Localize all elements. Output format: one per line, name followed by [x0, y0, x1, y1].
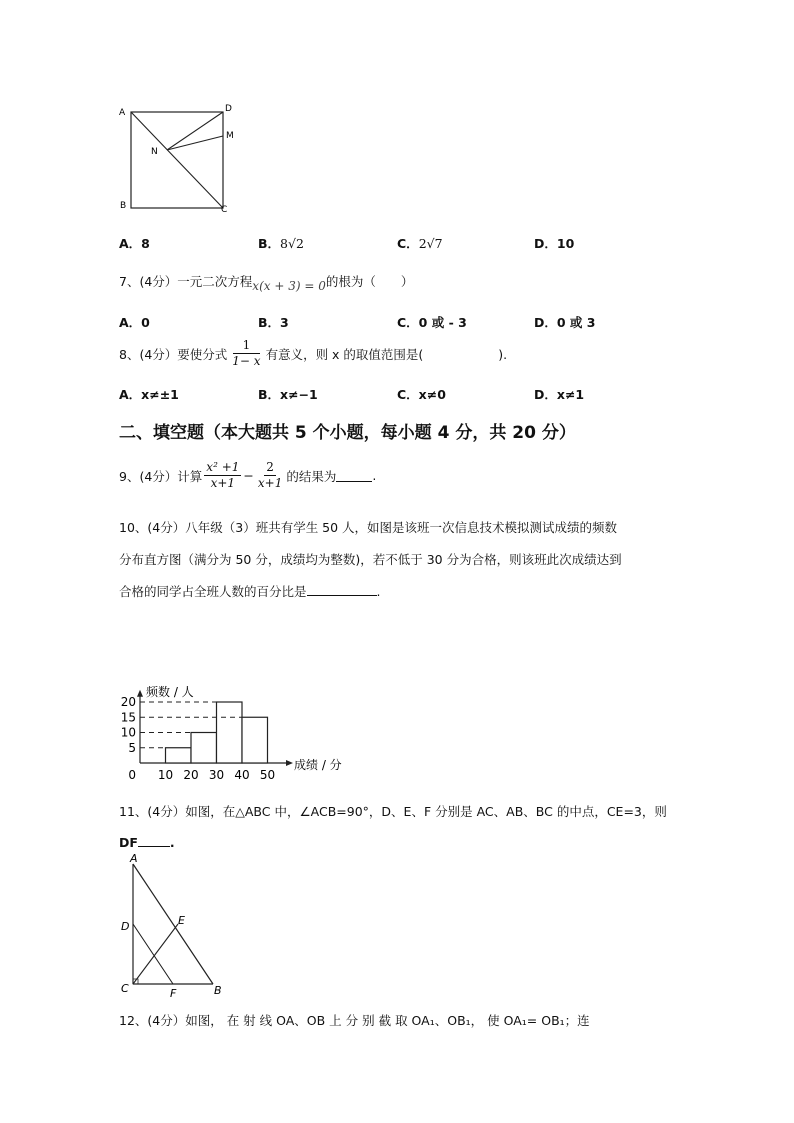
- q8-option-c: C．x≠0: [397, 387, 446, 402]
- x-tick-label-20: 20: [183, 768, 199, 782]
- q9-fraction-1-numerator: x² +1: [206, 460, 240, 474]
- q6-option-a: A．8: [119, 236, 150, 251]
- q8-option-d: D．x≠1: [534, 387, 585, 402]
- q11-line-2-text: DF: [119, 835, 138, 850]
- y-axis-label: 频数 / 人: [146, 684, 194, 699]
- q9-fraction-2-denominator: x+1: [257, 476, 283, 490]
- question-7: [119, 272, 414, 293]
- q6-option-c: [397, 234, 443, 252]
- q10-line-3: [119, 582, 381, 600]
- x-tick-label-30: 30: [208, 768, 225, 782]
- y-tick-label-5: 5: [128, 740, 136, 755]
- x-tick-label-10: 10: [157, 768, 174, 782]
- x-axis-label: 成绩 / 分: [294, 758, 342, 772]
- x-axis-arrow: [286, 760, 293, 766]
- histogram-chart: [118, 615, 358, 787]
- tri-label-f: F: [170, 987, 177, 1000]
- tri-label-a: A: [130, 852, 138, 865]
- q11-end: .: [169, 835, 175, 850]
- q10-answer-blank[interactable]: [307, 583, 377, 596]
- q7-option-d: D．0 或 3: [534, 315, 596, 330]
- label-a: A: [119, 108, 126, 118]
- q9-fraction-2-numerator: 2: [266, 460, 274, 474]
- q6-option-d: D．10: [534, 236, 575, 251]
- q8-fraction: [230, 338, 262, 369]
- segment-nd: [167, 112, 223, 150]
- q7-option-a: A．0: [119, 315, 150, 330]
- x-tick-label-50: 50: [259, 768, 276, 782]
- label-c: C: [221, 205, 228, 215]
- q8-fraction-numerator: 1: [233, 338, 261, 354]
- histogram-bar-2: [191, 733, 217, 764]
- histogram-bar-1: [166, 748, 192, 763]
- x-tick-label-40: 40: [234, 768, 250, 782]
- label-b: B: [120, 201, 127, 211]
- segment-ce: [133, 924, 178, 984]
- q11-line-1: 11、(4分）如图，在△ABC 中，∠ACB=90°，D、E、F 分别是 AC、AB、BC 的中点，CE=3，则: [119, 804, 667, 819]
- q6-option-b-prefix: B．: [258, 236, 281, 251]
- q10-line-2: 分布直方图（满分为 50 分，成绩均为整数)，若不低于 30 分为合格，则该班此次成绩达到: [119, 552, 622, 567]
- q7-equation: x(x + 3) = 0: [252, 279, 326, 293]
- q8-option-a: A．x≠±1: [119, 387, 179, 402]
- q8-option-b: B．x≠−1: [258, 387, 318, 402]
- question-8: [119, 338, 507, 369]
- q11-line-2: [119, 834, 175, 850]
- tri-label-b: B: [214, 984, 222, 997]
- q7-prefix: 7、(4分）一元二次方程: [119, 274, 253, 289]
- question-12: 12、(4分）如图， 在 射 线 OA、OB 上 分 别 截 取 OA₁、OB₁， 使 OA₁= OB₁；连: [119, 1013, 590, 1028]
- q6-option-c-value: 2√7: [418, 236, 443, 251]
- label-m: M: [226, 131, 234, 141]
- diagonal-ac: [131, 112, 223, 208]
- label-d: D: [225, 104, 232, 114]
- q10-line-1: 10、(4分）八年级（3）班共有学生 50 人，如图是该班一次信息技术模拟测试成绩的频数: [119, 520, 618, 535]
- q8-suffix: 有意义，则 x 的取值范围是( ).: [265, 346, 508, 362]
- tri-label-e: E: [178, 914, 185, 927]
- q7-option-c: C．0 或 - 3: [397, 315, 467, 330]
- tri-label-c: C: [121, 982, 129, 995]
- q8-fraction-denominator: 1− x: [232, 354, 261, 368]
- q8-prefix: 8、(4分）要使分式: [119, 346, 228, 362]
- histogram-bar-4: [242, 717, 268, 763]
- y-tick-label-20: 20: [120, 695, 136, 709]
- q9-end: .: [372, 468, 377, 483]
- segment-nm: [167, 136, 223, 150]
- tri-label-d: D: [121, 920, 130, 933]
- triangle-figure: [116, 852, 228, 1000]
- side-ab: [133, 864, 213, 984]
- question-9: [119, 460, 376, 491]
- q6-option-b-value: 8√2: [280, 236, 304, 251]
- q9-fraction-2: [256, 460, 284, 491]
- q9-suffix: 的结果为: [286, 468, 337, 484]
- histogram-bar-3: [217, 702, 243, 763]
- segment-df: [133, 924, 173, 984]
- q11-answer-blank[interactable]: [138, 834, 170, 847]
- q7-suffix: 的根为（ ）: [325, 274, 414, 289]
- q9-fraction-1-denominator: x+1: [210, 476, 236, 490]
- section-2-title: 二、填空题（本大题共 5 个小题，每小题 4 分，共 20 分）: [119, 423, 576, 443]
- q9-answer-blank[interactable]: [336, 469, 372, 482]
- q9-prefix: 9、(4分）计算: [119, 468, 203, 484]
- q7-option-b: B．3: [258, 315, 289, 330]
- square-figure: [112, 100, 242, 218]
- q10-line-3-text: 合格的同学占全班人数的百分比是: [119, 584, 307, 599]
- y-tick-label-10: 10: [120, 725, 136, 740]
- x-tick-label-0: 0: [128, 768, 136, 782]
- q6-option-b: [258, 234, 304, 252]
- q9-minus: −: [243, 468, 254, 483]
- q9-fraction-1: [204, 460, 241, 491]
- q10-end: .: [376, 584, 381, 599]
- q6-option-c-prefix: C．: [397, 236, 419, 251]
- label-n: N: [151, 147, 158, 157]
- y-tick-label-15: 15: [120, 710, 136, 725]
- y-axis-arrow: [137, 690, 143, 697]
